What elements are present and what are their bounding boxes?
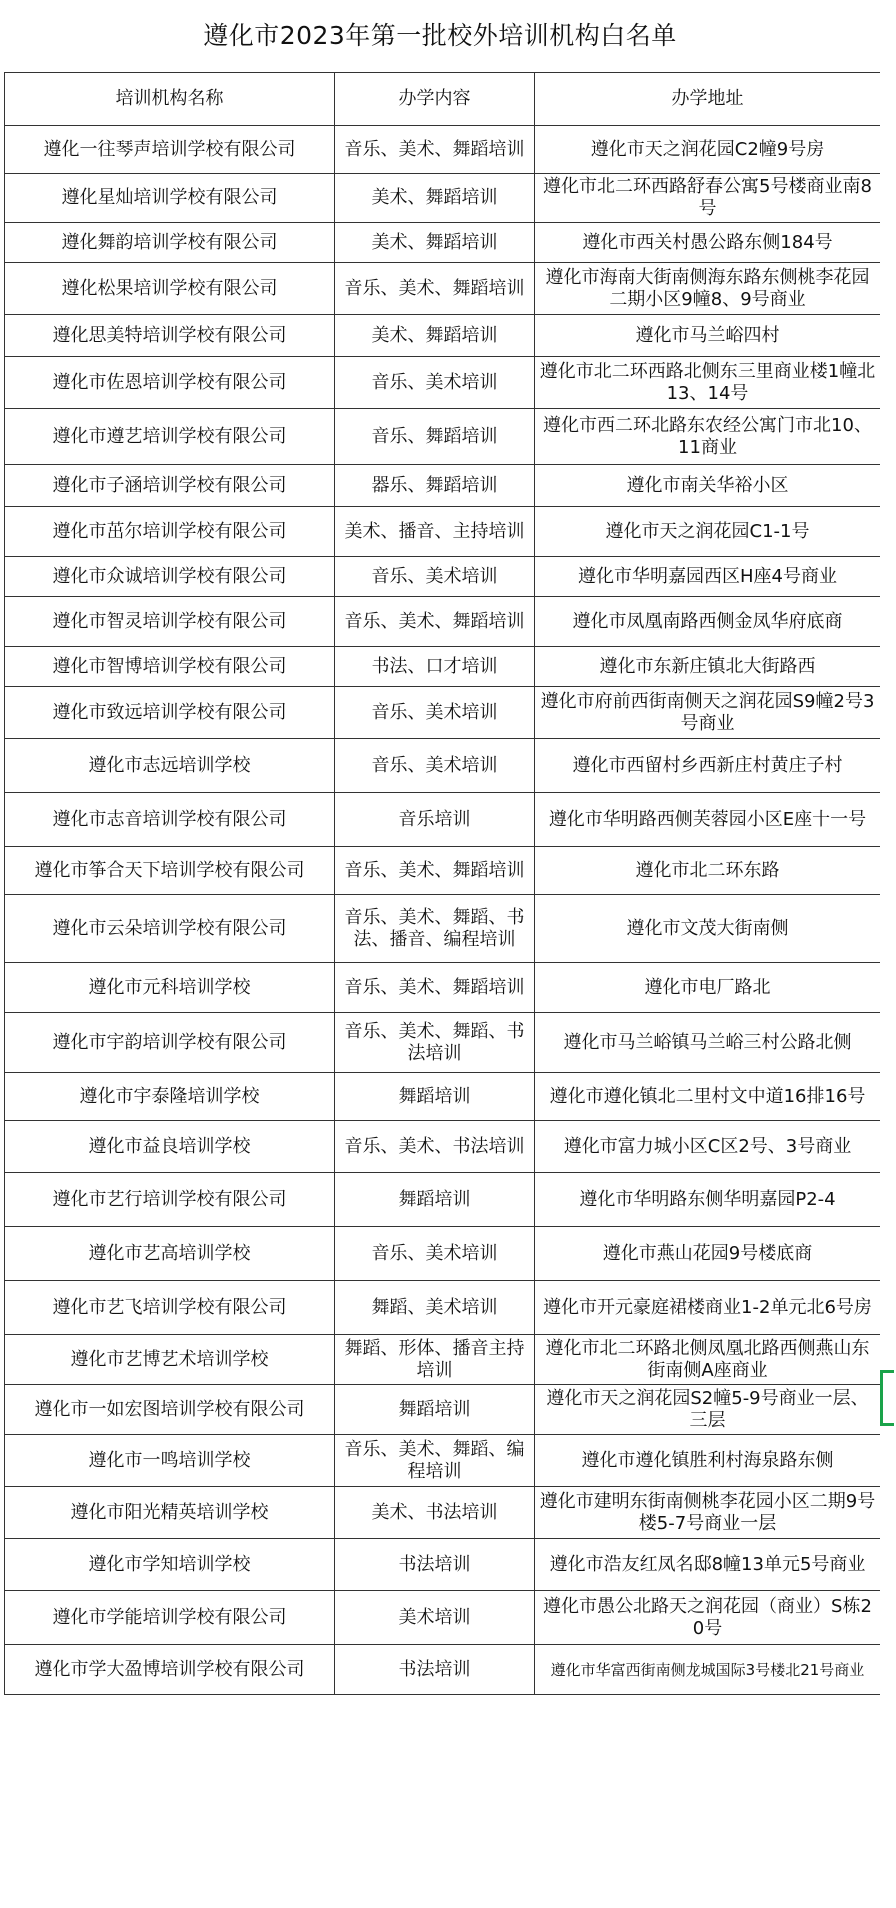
cell-address: 遵化市东新庄镇北大街路西: [535, 647, 881, 687]
cell-content: 舞蹈培训: [335, 1173, 535, 1227]
cell-content: 舞蹈、美术培训: [335, 1281, 535, 1335]
cell-content: 音乐、美术培训: [335, 1227, 535, 1281]
header-address: 办学地址: [535, 73, 881, 126]
cell-content: 音乐、美术培训: [335, 739, 535, 793]
cell-address: 遵化市华明路东侧华明嘉园P2-4: [535, 1173, 881, 1227]
cell-name: 遵化市学知培训学校: [5, 1539, 335, 1591]
cell-address: 遵化市遵化镇胜利村海泉路东侧: [535, 1435, 881, 1487]
cell-name: 遵化市众诚培训学校有限公司: [5, 557, 335, 597]
table-row: [5, 465, 881, 507]
table-row: [5, 223, 881, 263]
cell-address: 遵化市华明路西侧芙蓉园小区E座十一号: [535, 793, 881, 847]
cell-name: 遵化市遵艺培训学校有限公司: [5, 409, 335, 465]
cell-name: 遵化市益良培训学校: [5, 1121, 335, 1173]
table-row: [5, 1591, 881, 1645]
table-row: [5, 963, 881, 1013]
cell-address: 遵化市文茂大街南侧: [535, 895, 881, 963]
cell-content: 音乐、美术、舞蹈、书法、播音、编程培训: [335, 895, 535, 963]
table-row: [5, 1385, 881, 1435]
table-row: [5, 1539, 881, 1591]
cell-name: 遵化市智灵培训学校有限公司: [5, 597, 335, 647]
table-row: [5, 507, 881, 557]
header-row: [5, 73, 881, 126]
cell-name: 遵化市艺飞培训学校有限公司: [5, 1281, 335, 1335]
cell-name: 遵化星灿培训学校有限公司: [5, 174, 335, 223]
cell-content: 舞蹈培训: [335, 1385, 535, 1435]
table-row: [5, 357, 881, 409]
cell-address: 遵化市华明嘉园西区H座4号商业: [535, 557, 881, 597]
cell-name: 遵化舞韵培训学校有限公司: [5, 223, 335, 263]
cell-address: 遵化市燕山花园9号楼底商: [535, 1227, 881, 1281]
table-row: [5, 315, 881, 357]
cell-content: 美术培训: [335, 1591, 535, 1645]
table-row: [5, 1173, 881, 1227]
table-row: [5, 1487, 881, 1539]
cell-name: 遵化市宇韵培训学校有限公司: [5, 1013, 335, 1073]
cell-address: 遵化市马兰峪镇马兰峪三村公路北侧: [535, 1013, 881, 1073]
table-row: [5, 1435, 881, 1487]
cell-name: 遵化市阳光精英培训学校: [5, 1487, 335, 1539]
cell-name: 遵化市志远培训学校: [5, 739, 335, 793]
table-row: [5, 895, 881, 963]
table-row: [5, 847, 881, 895]
table-row: [5, 1073, 881, 1121]
table-row: [5, 1227, 881, 1281]
table-row: [5, 739, 881, 793]
table-row: [5, 1281, 881, 1335]
cell-address: 遵化市天之润花园S2幢5-9号商业一层、三层: [535, 1385, 881, 1435]
cell-address: 遵化市府前西街南侧天之润花园S9幢2号3号商业: [535, 687, 881, 739]
table-row: [5, 647, 881, 687]
cell-address: 遵化市西二环北路东农经公寓门市北10、11商业: [535, 409, 881, 465]
cell-address: 遵化市南关华裕小区: [535, 465, 881, 507]
cell-content: 音乐、美术、书法培训: [335, 1121, 535, 1173]
cell-name: 遵化市智博培训学校有限公司: [5, 647, 335, 687]
cell-name: 遵化市学能培训学校有限公司: [5, 1591, 335, 1645]
header-content: 办学内容: [335, 73, 535, 126]
cell-content: 音乐、美术、舞蹈、编程培训: [335, 1435, 535, 1487]
cell-name: 遵化一往琴声培训学校有限公司: [5, 126, 335, 174]
cell-name: 遵化市致远培训学校有限公司: [5, 687, 335, 739]
cell-content: 音乐、美术培训: [335, 557, 535, 597]
cell-address: 遵化市天之润花园C2幢9号房: [535, 126, 881, 174]
cell-content: 音乐、舞蹈培训: [335, 409, 535, 465]
cell-name: 遵化市艺博艺术培训学校: [5, 1335, 335, 1385]
cell-address: 遵化市电厂路北: [535, 963, 881, 1013]
cell-address: 遵化市天之润花园C1-1号: [535, 507, 881, 557]
cell-content: 音乐、美术、舞蹈、书法培训: [335, 1013, 535, 1073]
cell-address: 遵化市建明东街南侧桃李花园小区二期9号楼5-7号商业一层: [535, 1487, 881, 1539]
cell-name: 遵化市艺行培训学校有限公司: [5, 1173, 335, 1227]
table-row: [5, 1013, 881, 1073]
table-row: [5, 263, 881, 315]
cell-content: 美术、舞蹈培训: [335, 315, 535, 357]
cell-content: 书法、口才培训: [335, 647, 535, 687]
cell-address: 遵化市富力城小区C区2号、3号商业: [535, 1121, 881, 1173]
table-row: [5, 557, 881, 597]
cell-name: 遵化市志音培训学校有限公司: [5, 793, 335, 847]
selection-marker: [880, 1370, 894, 1426]
cell-address: 遵化市海南大街南侧海东路东侧桃李花园二期小区9幢8、9号商业: [535, 263, 881, 315]
cell-name: 遵化市云朵培训学校有限公司: [5, 895, 335, 963]
cell-content: 音乐、美术、舞蹈培训: [335, 263, 535, 315]
cell-name: 遵化市元科培训学校: [5, 963, 335, 1013]
cell-address: 遵化市北二环西路舒春公寓5号楼商业南8号: [535, 174, 881, 223]
cell-content: 美术、播音、主持培训: [335, 507, 535, 557]
cell-address: 遵化市西留村乡西新庄村黄庄子村: [535, 739, 881, 793]
cell-name: 遵化市子涵培训学校有限公司: [5, 465, 335, 507]
cell-address: 遵化市北二环东路: [535, 847, 881, 895]
cell-content: 音乐培训: [335, 793, 535, 847]
cell-name: 遵化市一鸣培训学校: [5, 1435, 335, 1487]
cell-address: 遵化市北二环路北侧凤凰北路西侧燕山东街南侧A座商业: [535, 1335, 881, 1385]
cell-name: 遵化思美特培训学校有限公司: [5, 315, 335, 357]
table-row: [5, 1335, 881, 1385]
page-title: 遵化市2023年第一批校外培训机构白名单: [0, 0, 880, 69]
cell-address: 遵化市开元豪庭裙楼商业1-2单元北6号房: [535, 1281, 881, 1335]
cell-address: 遵化市北二环西路北侧东三里商业楼1幢北13、14号: [535, 357, 881, 409]
cell-address: 遵化市愚公北路天之润花园（商业）S栋20号: [535, 1591, 881, 1645]
cell-name: 遵化松果培训学校有限公司: [5, 263, 335, 315]
cell-content: 美术、舞蹈培训: [335, 174, 535, 223]
cell-name: 遵化市筝合天下培训学校有限公司: [5, 847, 335, 895]
cell-name: 遵化市一如宏图培训学校有限公司: [5, 1385, 335, 1435]
table-row: [5, 409, 881, 465]
cell-content: 音乐、美术、舞蹈培训: [335, 963, 535, 1013]
table-row: [5, 687, 881, 739]
table-row: [5, 793, 881, 847]
table-row: [5, 1121, 881, 1173]
cell-content: 音乐、美术、舞蹈培训: [335, 126, 535, 174]
cell-content: 书法培训: [335, 1539, 535, 1591]
cell-name: 遵化市佐恩培训学校有限公司: [5, 357, 335, 409]
cell-content: 音乐、美术、舞蹈培训: [335, 847, 535, 895]
cell-address: 遵化市西关村愚公路东侧184号: [535, 223, 881, 263]
whitelist-table: [4, 72, 881, 1695]
header-name: 培训机构名称: [5, 73, 335, 126]
cell-address: 遵化市浩友红凤名邸8幢13单元5号商业: [535, 1539, 881, 1591]
cell-content: 书法培训: [335, 1645, 535, 1695]
cell-name: 遵化市宇泰隆培训学校: [5, 1073, 335, 1121]
cell-address: 遵化市华富西街南侧龙城国际3号楼北21号商业: [535, 1645, 881, 1695]
cell-content: 音乐、美术、舞蹈培训: [335, 597, 535, 647]
table-row: [5, 174, 881, 223]
cell-content: 舞蹈、形体、播音主持培训: [335, 1335, 535, 1385]
cell-content: 音乐、美术培训: [335, 687, 535, 739]
cell-name: 遵化市学大盈博培训学校有限公司: [5, 1645, 335, 1695]
cell-content: 音乐、美术培训: [335, 357, 535, 409]
cell-name: 遵化市艺高培训学校: [5, 1227, 335, 1281]
cell-content: 美术、舞蹈培训: [335, 223, 535, 263]
cell-name: 遵化市茁尔培训学校有限公司: [5, 507, 335, 557]
sheet-edge: [880, 0, 896, 1908]
cell-address: 遵化市凤凰南路西侧金凤华府底商: [535, 597, 881, 647]
cell-content: 美术、书法培训: [335, 1487, 535, 1539]
table-row: [5, 597, 881, 647]
cell-address: 遵化市遵化镇北二里村文中道16排16号: [535, 1073, 881, 1121]
table-row: [5, 1645, 881, 1695]
cell-content: 器乐、舞蹈培训: [335, 465, 535, 507]
cell-address: 遵化市马兰峪四村: [535, 315, 881, 357]
cell-content: 舞蹈培训: [335, 1073, 535, 1121]
table-row: [5, 126, 881, 174]
